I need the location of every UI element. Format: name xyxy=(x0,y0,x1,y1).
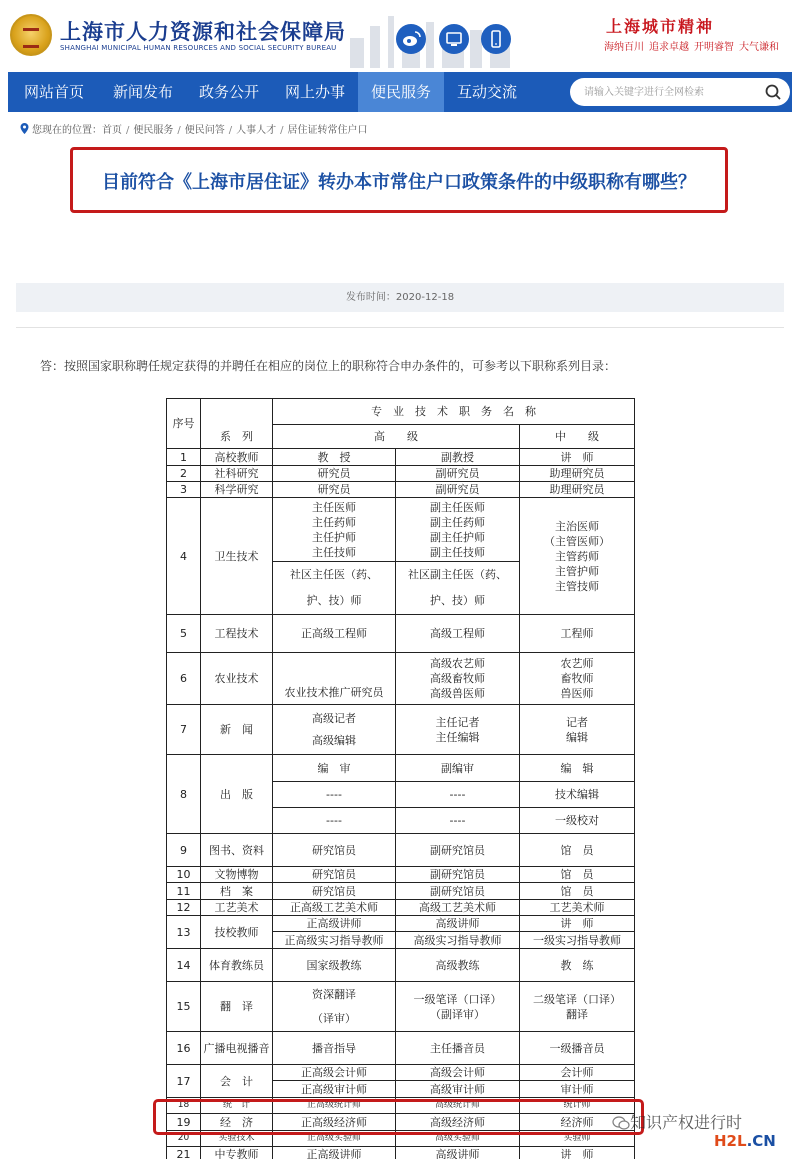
breadcrumb-prefix: 您现在的位置： xyxy=(32,125,102,136)
cell-mid: 助理研究员 xyxy=(520,466,635,482)
wechat-watermark xyxy=(612,1110,742,1133)
cell-mid: 农艺师 畜牧师 兽医师 xyxy=(520,653,635,705)
table-row xyxy=(167,883,635,900)
nav-item-online-services[interactable]: 网上办事 xyxy=(284,83,345,101)
cell-series: 社科研究 xyxy=(201,466,273,482)
cell-seq: 7 xyxy=(167,705,201,755)
cell-mid: 一级实习指导教师 xyxy=(520,932,635,949)
city-spirit-title: 上海城市精神 xyxy=(606,17,715,36)
breadcrumb-home[interactable]: 首页 xyxy=(102,125,122,136)
mobile-icon[interactable] xyxy=(481,24,511,54)
table-row xyxy=(167,498,635,562)
cell-senior: 高级工艺美术师 xyxy=(396,900,520,916)
cell-seq: 19 xyxy=(167,1114,201,1131)
table-row xyxy=(167,916,635,932)
cell-mid: 技术编辑 xyxy=(520,782,635,808)
cell-series: 会 计 xyxy=(201,1065,273,1098)
wechat-icon xyxy=(612,1116,630,1130)
cell-series: 农业技术 xyxy=(201,653,273,705)
cell-series: 体育教练员 xyxy=(201,949,273,982)
cell-senior: 高级会计师 xyxy=(396,1065,520,1081)
table-row xyxy=(167,1032,635,1065)
cell-senior: 一级笔译（口译） （副译审） xyxy=(396,982,520,1032)
cell-senior: 研究员 xyxy=(273,482,396,498)
spirit-tag: 开明睿智 xyxy=(694,42,734,53)
header-senior: 高 级 xyxy=(273,425,520,449)
cell-senior: 副编审 xyxy=(396,755,520,782)
page-title: 目前符合《上海市居住证》转办本市常住户口政策条件的中级职称有哪些？ xyxy=(102,172,696,193)
table-row xyxy=(167,615,635,653)
cell-series: 新 闻 xyxy=(201,705,273,755)
cell-senior: 副研究馆员 xyxy=(396,867,520,883)
cell-senior: 国家级教练 xyxy=(273,949,396,982)
cell-senior: 研究员 xyxy=(273,466,396,482)
cell-senior: 高级经济师 xyxy=(396,1114,520,1131)
cell-seq: 12 xyxy=(167,900,201,916)
main-nav xyxy=(8,72,792,112)
breadcrumb: 您现在的位置：首页 / 便民服务 / 便民问答 / 人事人才 / 居住证转常住户口 xyxy=(20,121,368,136)
header-mid: 中 级 xyxy=(520,425,635,449)
cell-senior: 研究馆员 xyxy=(273,867,396,883)
cell-mid: 教 练 xyxy=(520,949,635,982)
cell-seq: 4 xyxy=(167,498,201,615)
cell-mid: 二级笔译（口译） 翻译 xyxy=(520,982,635,1032)
cell-mid: 编 辑 xyxy=(520,755,635,782)
cell-mid: 馆 员 xyxy=(520,867,635,883)
table-row xyxy=(167,449,635,466)
search-box xyxy=(570,78,790,106)
cell-senior: 高级工程师 xyxy=(396,615,520,653)
cell-senior: 副研究员 xyxy=(396,466,520,482)
cell-senior: ---- xyxy=(273,782,396,808)
header-seq: 序号 xyxy=(167,399,201,449)
cell-mid: 一级校对 xyxy=(520,808,635,834)
cell-senior: 正高级经济师 xyxy=(273,1114,396,1131)
cell-series: 实验技术 xyxy=(201,1131,273,1147)
cell-series: 高校教师 xyxy=(201,449,273,466)
cell-senior: 主任记者 主任编辑 xyxy=(396,705,520,755)
table-row xyxy=(167,949,635,982)
cell-senior: 社区主任医（药、 护、技）师 xyxy=(273,562,396,615)
cell-seq: 6 xyxy=(167,653,201,705)
cell-mid: 一级播音员 xyxy=(520,1032,635,1065)
cell-senior: 高级实习指导教师 xyxy=(396,932,520,949)
cell-senior: 正高级讲师 xyxy=(273,916,396,932)
cell-seq: 14 xyxy=(167,949,201,982)
cell-series: 图书、资料 xyxy=(201,834,273,867)
title-series-table xyxy=(166,398,635,1159)
desktop-icon[interactable] xyxy=(439,24,469,54)
cell-series: 出 版 xyxy=(201,755,273,834)
spirit-tag: 追求卓越 xyxy=(649,42,689,53)
cell-senior: 高级统计师 xyxy=(396,1098,520,1114)
site-header xyxy=(0,0,800,72)
cell-seq: 3 xyxy=(167,482,201,498)
cell-seq: 8 xyxy=(167,755,201,834)
cell-senior: 正高级审计师 xyxy=(273,1081,396,1098)
cell-mid: 馆 员 xyxy=(520,883,635,900)
cell-series: 经 济 xyxy=(201,1114,273,1131)
cell-series: 工程技术 xyxy=(201,615,273,653)
cell-seq: 20 xyxy=(167,1131,201,1147)
breadcrumb-public-services[interactable]: 便民服务 xyxy=(133,125,174,136)
cell-mid: 记者 编辑 xyxy=(520,705,635,755)
cell-senior: 副教授 xyxy=(396,449,520,466)
cell-senior: 正高级讲师 xyxy=(273,1147,396,1159)
title-highlight-box xyxy=(70,147,728,213)
row-highlight-box xyxy=(153,1099,644,1135)
cell-mid: 经济师 xyxy=(520,1114,635,1131)
table-row xyxy=(167,466,635,482)
nav-item-gov-affairs[interactable]: 政务公开 xyxy=(198,83,259,101)
cell-series: 科学研究 xyxy=(201,482,273,498)
site-watermark-h2l: H2L xyxy=(714,1132,747,1150)
cell-seq: 13 xyxy=(167,916,201,949)
cell-series: 卫生技术 xyxy=(201,498,273,615)
cell-mid: 审计师 xyxy=(520,1081,635,1098)
cell-mid: 会计师 xyxy=(520,1065,635,1081)
wechat-watermark-text: 知识产权进行时 xyxy=(630,1113,743,1132)
cell-series: 工艺美术 xyxy=(201,900,273,916)
cell-senior: 资深翻译 （译审） xyxy=(273,982,396,1032)
cell-senior: 正高级实验师 xyxy=(273,1131,396,1147)
cell-mid: 实验师 xyxy=(520,1131,635,1147)
cell-series: 广播电视播音 xyxy=(201,1032,273,1065)
cell-senior: 高级教练 xyxy=(396,949,520,982)
cell-senior: 高级讲师 xyxy=(396,916,520,932)
cell-seq: 5 xyxy=(167,615,201,653)
nav-item-home[interactable]: 网站首页 xyxy=(23,83,84,101)
cell-senior: 教 授 xyxy=(273,449,396,466)
table-row xyxy=(167,900,635,916)
table-row xyxy=(167,482,635,498)
cell-senior: ---- xyxy=(396,808,520,834)
cell-mid: 主治医师 （主管医师） 主管药师 主管护师 主管技师 xyxy=(520,498,635,615)
cell-mid: 工艺美术师 xyxy=(520,900,635,916)
cell-senior: 农业技术推广研究员 xyxy=(273,653,396,705)
header-group: 专 业 技 术 职 务 名 称 xyxy=(273,399,635,425)
cell-senior: 高级审计师 xyxy=(396,1081,520,1098)
location-pin-icon xyxy=(20,123,29,134)
divider xyxy=(16,327,784,328)
nav-item-news[interactable]: 新闻发布 xyxy=(112,83,173,101)
cell-senior: 副研究员 xyxy=(396,482,520,498)
cell-series: 技校教师 xyxy=(201,916,273,949)
cell-mid: 助理研究员 xyxy=(520,482,635,498)
cell-seq: 2 xyxy=(167,466,201,482)
cell-senior: ---- xyxy=(396,782,520,808)
cell-series: 统 计 xyxy=(201,1098,273,1114)
cell-seq: 21 xyxy=(167,1147,201,1159)
cell-mid: 工程师 xyxy=(520,615,635,653)
nav-item-interaction[interactable]: 互动交流 xyxy=(456,83,517,101)
cell-senior: 主任医师 主任药师 主任护师 主任技师 xyxy=(273,498,396,562)
spirit-tag: 大气谦和 xyxy=(739,42,779,53)
cell-senior: 正高级实习指导教师 xyxy=(273,932,396,949)
cell-seq: 9 xyxy=(167,834,201,867)
weibo-icon[interactable] xyxy=(396,24,426,54)
breadcrumb-current[interactable]: 居住证转常住户口 xyxy=(287,125,368,136)
cell-senior: 高级实验师 xyxy=(396,1131,520,1147)
cell-senior: 副研究馆员 xyxy=(396,834,520,867)
table-row xyxy=(167,1147,635,1159)
cell-seq: 17 xyxy=(167,1065,201,1098)
cell-senior: 编 审 xyxy=(273,755,396,782)
search-icon[interactable] xyxy=(764,83,782,101)
cell-senior: 高级记者 高级编辑 xyxy=(273,705,396,755)
nav-item-public-services[interactable]: 便民服务 xyxy=(358,72,444,112)
cell-senior: 副研究馆员 xyxy=(396,883,520,900)
cell-series: 文物博物 xyxy=(201,867,273,883)
bureau-emblem-icon[interactable] xyxy=(10,14,52,56)
cell-senior: 研究馆员 xyxy=(273,883,396,900)
cell-senior: 高级讲师 xyxy=(396,1147,520,1159)
cell-mid: 馆 员 xyxy=(520,834,635,867)
cell-senior: 播音指导 xyxy=(273,1032,396,1065)
cell-senior: ---- xyxy=(273,808,396,834)
site-watermark xyxy=(714,1132,776,1150)
site-subtitle: SHANGHAI MUNICIPAL HUMAN RESOURCES AND SOCIAL SECURITY BUREAU xyxy=(60,44,337,52)
table-row xyxy=(167,867,635,883)
cell-mid: 讲 师 xyxy=(520,1147,635,1159)
table-row xyxy=(167,653,635,705)
site-title[interactable]: 上海市人力资源和社会保障局 xyxy=(60,20,346,44)
publish-date: 发布时间：2020-12-18 xyxy=(16,283,784,312)
cell-seq: 10 xyxy=(167,867,201,883)
cell-senior: 正高级工程师 xyxy=(273,615,396,653)
cell-senior: 正高级会计师 xyxy=(273,1065,396,1081)
cell-senior: 副主任医师 副主任药师 副主任护师 副主任技师 xyxy=(396,498,520,562)
cell-senior: 研究馆员 xyxy=(273,834,396,867)
cell-series: 中专教师 xyxy=(201,1147,273,1159)
cell-seq: 1 xyxy=(167,449,201,466)
cell-series: 翻 译 xyxy=(201,982,273,1032)
table-header-row xyxy=(167,399,635,425)
breadcrumb-faq[interactable]: 便民问答 xyxy=(184,125,225,136)
cell-senior: 高级农艺师 高级畜牧师 高级兽医师 xyxy=(396,653,520,705)
cell-senior: 正高级统计师 xyxy=(273,1098,396,1114)
cell-seq: 18 xyxy=(167,1098,201,1114)
breadcrumb-personnel[interactable]: 人事人才 xyxy=(236,125,277,136)
city-spirit-tags xyxy=(604,38,784,53)
search-input[interactable] xyxy=(584,84,754,100)
cell-seq: 16 xyxy=(167,1032,201,1065)
cell-series: 档 案 xyxy=(201,883,273,900)
table-row xyxy=(167,705,635,755)
cell-senior: 正高级工艺美术师 xyxy=(273,900,396,916)
cell-mid: 讲 师 xyxy=(520,916,635,932)
header-series: 系 列 xyxy=(201,399,273,449)
table-row xyxy=(167,755,635,782)
cell-seq: 11 xyxy=(167,883,201,900)
spirit-tag: 海纳百川 xyxy=(604,42,644,53)
answer-text: 答：按照国家职称聘任规定获得的并聘任在相应的岗位上的职称符合申办条件的，可参考以下职称系列目录： xyxy=(40,359,617,373)
table-row xyxy=(167,1065,635,1081)
cell-senior: 主任播音员 xyxy=(396,1032,520,1065)
site-watermark-cn: .CN xyxy=(746,1132,776,1150)
cell-mid: 统计师 xyxy=(520,1098,635,1114)
table-row xyxy=(167,982,635,1032)
cell-seq: 15 xyxy=(167,982,201,1032)
table-row xyxy=(167,834,635,867)
cell-mid: 讲 师 xyxy=(520,449,635,466)
cell-senior: 社区副主任医（药、 护、技）师 xyxy=(396,562,520,615)
